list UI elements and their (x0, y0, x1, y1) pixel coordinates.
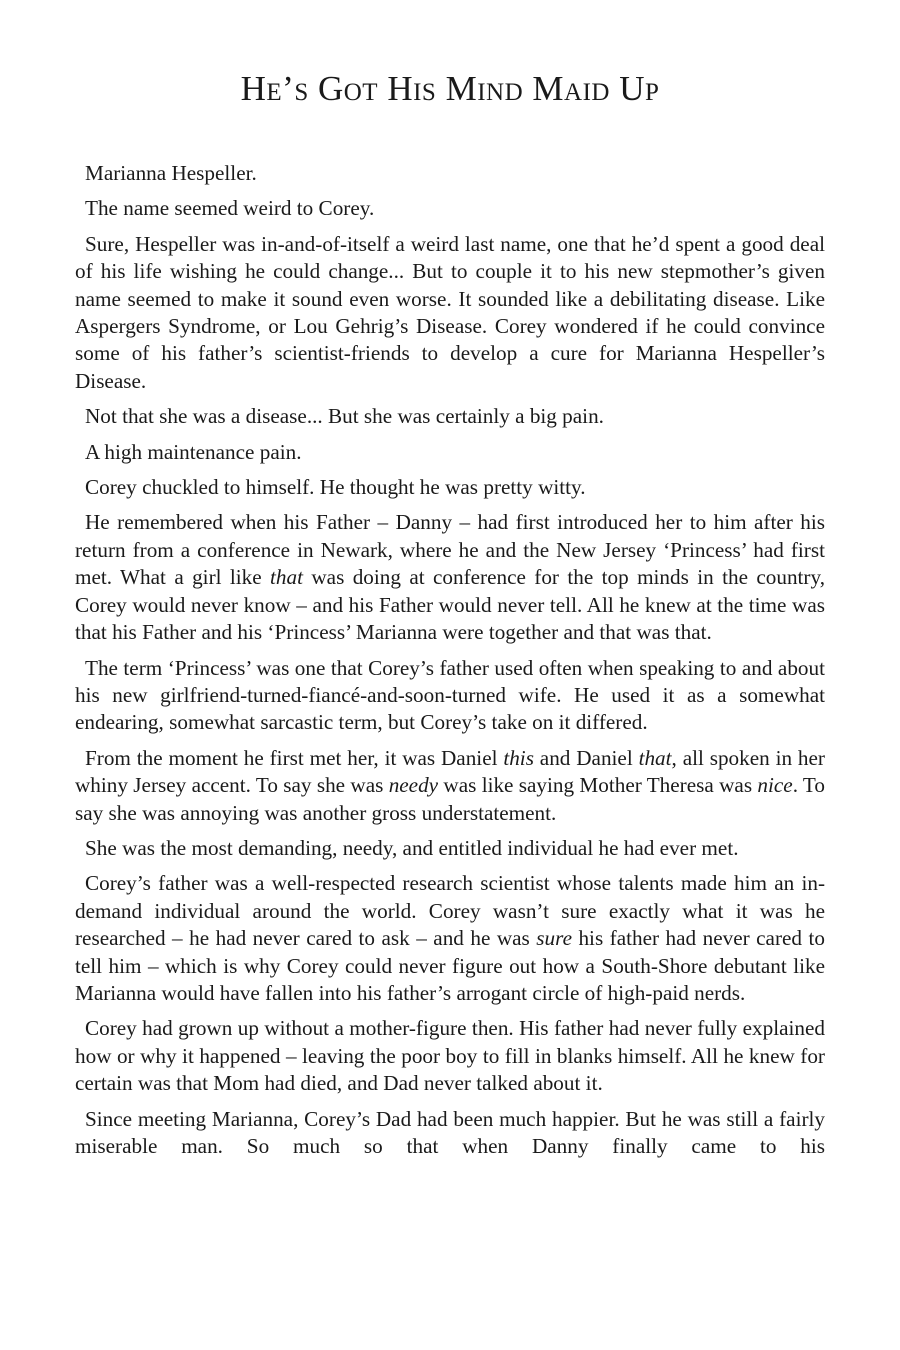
paragraph: A high maintenance pain. (85, 439, 302, 464)
paragraph: She was the most demanding, needy, and entitled individual he had ever met. (85, 835, 739, 860)
paragraph: Since meeting Marianna, Corey’s Dad had been much happier. But he was still a fairly miserable man. So much so that when Danny finally came to his (75, 1106, 825, 1158)
paragraph: Corey chuckled to himself. He thought he was pretty witty. (85, 475, 586, 500)
paragraph: Sure, Hespeller was in-and-of-itself a weird last name, one that he’d spent a good deal of his life wishing he could change... But to couple it to his new stepmother’s given name seemed to make it sound even worse. It sounded like a debilitating disease. Like Aspergers Syndrome, or Lou Gehrig’s Disease. Corey wondered if he could convince some of his father’s scientist-friends to develop a cure for Marianna Hespeller’s Disease. (75, 231, 825, 393)
paragraph: Corey’s father was a well-respected research scientist whose talents made him an in-demand individual around the world. Corey wasn’t sure exactly what it was he researched – he had never cared to ask – and he was sure his father had never cared to tell him – which is why Corey could never figure out how a South-Shore debutant like Marianna would have fallen into his father’s arrogant circle of high-paid nerds. (75, 871, 825, 1005)
paragraph: The term ‘Princess’ was one that Corey’s father used often when speaking to and about his new girlfriend-turned-fiancé-and-soon-turned wife. He used it as a somewhat endearing, somewhat sarcastic term, but Corey’s take on it differed. (75, 655, 825, 735)
chapter-body (75, 160, 825, 1160)
paragraph: The name seemed weird to Corey. (85, 196, 375, 221)
paragraph: Not that she was a disease... But she was certainly a big pain. (85, 404, 604, 429)
chapter-title: He’s Got His Mind Maid Up (240, 69, 660, 108)
paragraph: From the moment he first met her, it was Daniel this and Daniel that, all spoken in her whiny Jersey accent. To say she was needy was like saying Mother Theresa was nice. To say she was annoying was another gross understatement. (75, 745, 825, 825)
paragraph: Corey had grown up without a mother-figure then. His father had never fully explained how or why it happened – leaving the poor boy to fill in blanks himself. All he knew for certain was that Mom had died, and Dad never talked about it. (75, 1016, 825, 1096)
paragraph: Marianna Hespeller. (85, 161, 257, 185)
paragraph: He remembered when his Father – Danny – had first introduced her to him after his return from a conference in Newark, where he and the New Jersey ‘Princess’ had first met. What a girl like that was doing at conference for the top minds in the country, Corey would never know – and his Father would never tell. All he knew at the time was that his Father and his ‘Princess’ Marianna were together and that was that. (75, 510, 825, 645)
